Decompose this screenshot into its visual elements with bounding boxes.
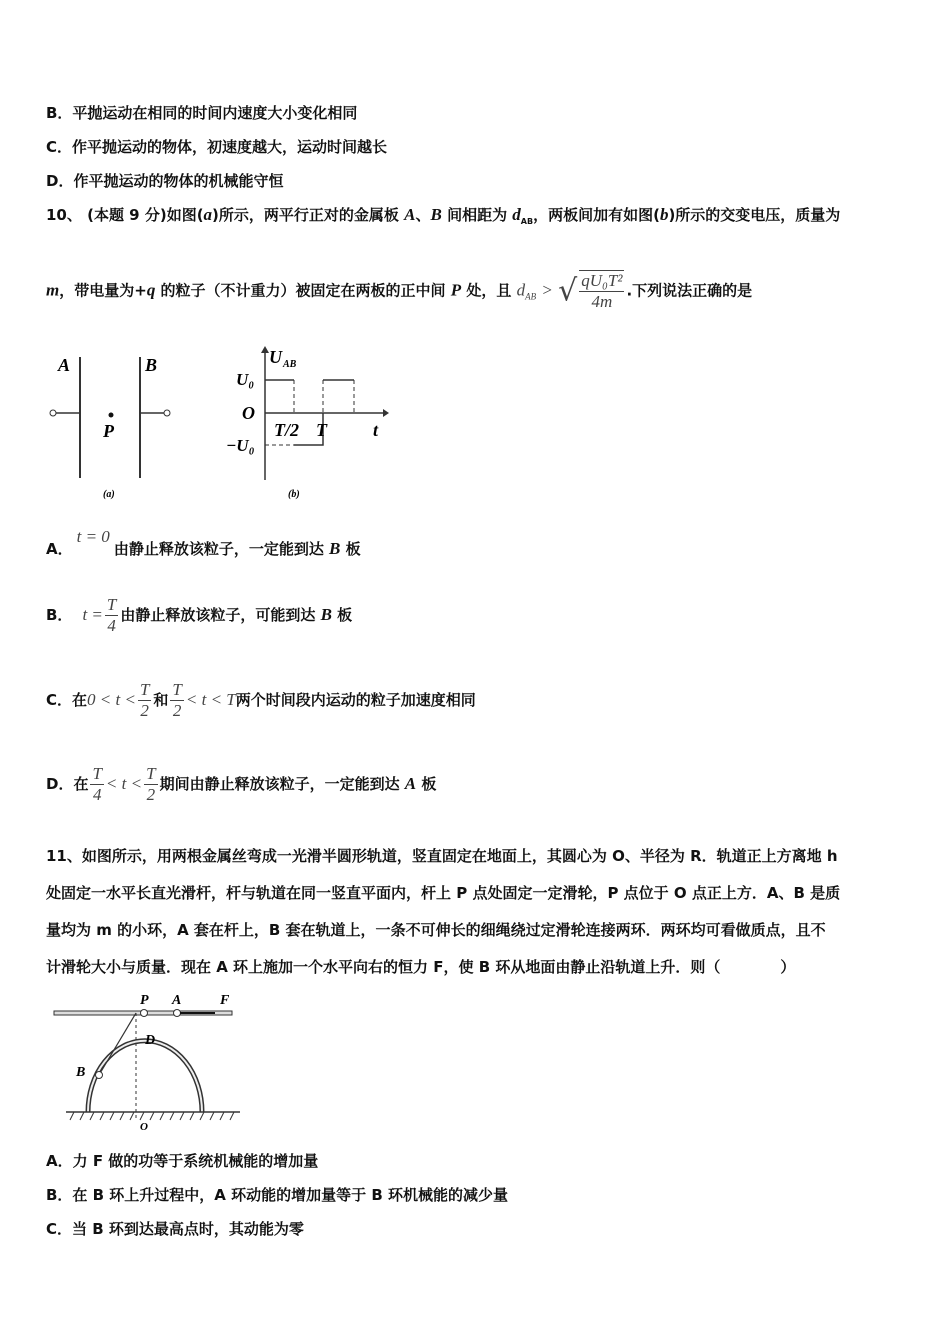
denominator: 4m: [591, 292, 613, 311]
q11-stem-line3: 量均为 m 的小环，A 套在杆上，B 套在轨道上，一条不可伸长的细绳绕过定滑轮连接两环．两环均可看做质点，且不: [46, 921, 826, 939]
q11-option-c: C．当 B 环到达最高点时，其动能为零: [46, 1220, 304, 1238]
text: P: [450, 280, 462, 300]
text: 板: [340, 540, 361, 558]
figure-a: [50, 355, 170, 500]
u0-label: U₀: [236, 370, 255, 389]
axis-y-sub: AB: [283, 359, 297, 370]
q10-option-c: [46, 680, 476, 721]
text: .下列说法正确的是: [626, 281, 753, 300]
text: 处，且: [461, 281, 512, 300]
text: B: [329, 539, 341, 558]
q10-figures: [40, 345, 400, 510]
denominator: 2: [140, 701, 149, 720]
text: q: [146, 280, 156, 300]
origin-label: O: [242, 403, 255, 423]
q9-option-b: B．平抛运动在相同的时间内速度大小变化相同: [46, 104, 358, 122]
math: AB: [525, 291, 537, 302]
text: 由静止释放该粒子，可能到达: [120, 606, 321, 624]
text: a: [203, 205, 213, 224]
neg-u0-label: −U₀: [226, 436, 255, 455]
numerator: T: [172, 680, 182, 699]
fraction: [138, 680, 151, 721]
numerator: qU₀T²: [581, 271, 623, 290]
label-f: F: [220, 993, 230, 1008]
math: t =: [82, 605, 103, 624]
text: A: [404, 774, 417, 793]
label-o: O: [140, 1121, 148, 1130]
fraction: [105, 595, 118, 636]
fraction: [170, 680, 183, 721]
fraction: [144, 764, 157, 805]
text: 板: [331, 606, 353, 624]
q9-option-c: C．作平抛运动的物体，初速度越大，运动时间越长: [46, 138, 388, 156]
q10-option-b: [46, 595, 352, 636]
t-half-label: T/2: [274, 420, 299, 440]
text: 板: [416, 775, 437, 793]
denominator: 2: [172, 701, 182, 720]
denominator: 2: [146, 785, 156, 804]
math: >: [541, 280, 553, 300]
text: 、: [415, 206, 431, 224]
q10-stem-line2: [46, 270, 752, 312]
q10-option-a: [46, 527, 361, 559]
text: A．: [46, 540, 73, 558]
text: A: [404, 205, 416, 224]
denominator: 4: [92, 785, 102, 804]
text: d: [512, 205, 521, 224]
numerator: T: [106, 595, 117, 614]
q10-stem-line1: [46, 204, 840, 226]
text: 由静止释放该粒子，一定能到达: [113, 540, 330, 558]
text: m: [46, 280, 60, 300]
text: )所示的交变电压，质量为: [668, 206, 841, 224]
text: ，两板间加有如图(: [533, 206, 660, 224]
numerator: T: [146, 764, 156, 783]
text: 和: [153, 691, 169, 709]
denominator: 4: [107, 616, 116, 635]
fraction: [90, 764, 103, 805]
numerator: T: [92, 764, 102, 783]
caption-b: (b): [288, 489, 300, 500]
text: 期间由静止释放该粒子，一定能到达: [159, 775, 405, 793]
q11-stem-line4: 计滑轮大小与质量．现在 A 环上施加一个水平向右的恒力 F，使 B 环从地面由静止沿轨道上升．则（ ）: [46, 958, 796, 976]
math: d: [516, 280, 526, 300]
fraction: [579, 270, 624, 312]
text: B: [430, 205, 442, 224]
figure-b: [226, 346, 389, 500]
text: B: [320, 605, 332, 624]
text: ，带电量为+: [59, 281, 147, 300]
text: )所示，两平行正对的金属板: [212, 206, 405, 224]
text: b: [659, 205, 669, 224]
point-p-label: P: [103, 421, 114, 441]
sqrt-sign: √: [558, 273, 578, 309]
text: AB: [520, 217, 534, 226]
axis-x-label: t: [373, 420, 379, 440]
q11-stem-line1: 11、如图所示，用两根金属丝弯成一光滑半圆形轨道，竖直固定在地面上，其圆心为 O、半径为 R．轨道正上方离地 h: [46, 847, 838, 865]
q10-option-d: [46, 764, 436, 805]
label-b: B: [76, 1065, 86, 1080]
t-label: T: [316, 420, 327, 440]
text: B．: [46, 606, 73, 624]
math: 0 < t <: [87, 690, 136, 709]
caption-a: (a): [103, 489, 115, 500]
q9-option-d: D．作平抛运动的物体的机械能守恒: [46, 172, 284, 190]
text: 两个时间段内运动的粒子加速度相同: [235, 691, 476, 709]
label-p: P: [140, 993, 149, 1008]
math: < t <: [105, 774, 143, 793]
text: 的粒子（不计重力）被固定在两板的正中间: [155, 281, 451, 300]
text: D．在: [46, 775, 89, 793]
plate-a-label: A: [58, 355, 71, 375]
numerator: T: [139, 680, 150, 699]
axis-y-label: U: [269, 347, 282, 367]
q11-stem-line2: 处固定一水平长直光滑杆，杆与轨道在同一竖直平面内，杆上 P 点处固定一定滑轮，P 点位于 O 点正上方．A、B 是质: [46, 884, 841, 902]
q11-figure: [40, 990, 260, 1130]
text: 间相距为: [441, 206, 513, 224]
q11-option-b: B．在 B 环上升过程中，A 环动能的增加量等于 B 环机械能的减少量: [46, 1186, 509, 1204]
text: C．在: [46, 691, 88, 709]
math: < t < T: [185, 690, 236, 709]
plate-b-label: B: [145, 355, 158, 375]
label-a: A: [172, 993, 182, 1008]
math: t = 0: [76, 527, 110, 546]
label-d: D: [145, 1033, 156, 1048]
text: 10、 (本题 9 分)如图(: [46, 206, 204, 224]
q11-option-a: A．力 F 做的功等于系统机械能的增加量: [46, 1152, 319, 1170]
